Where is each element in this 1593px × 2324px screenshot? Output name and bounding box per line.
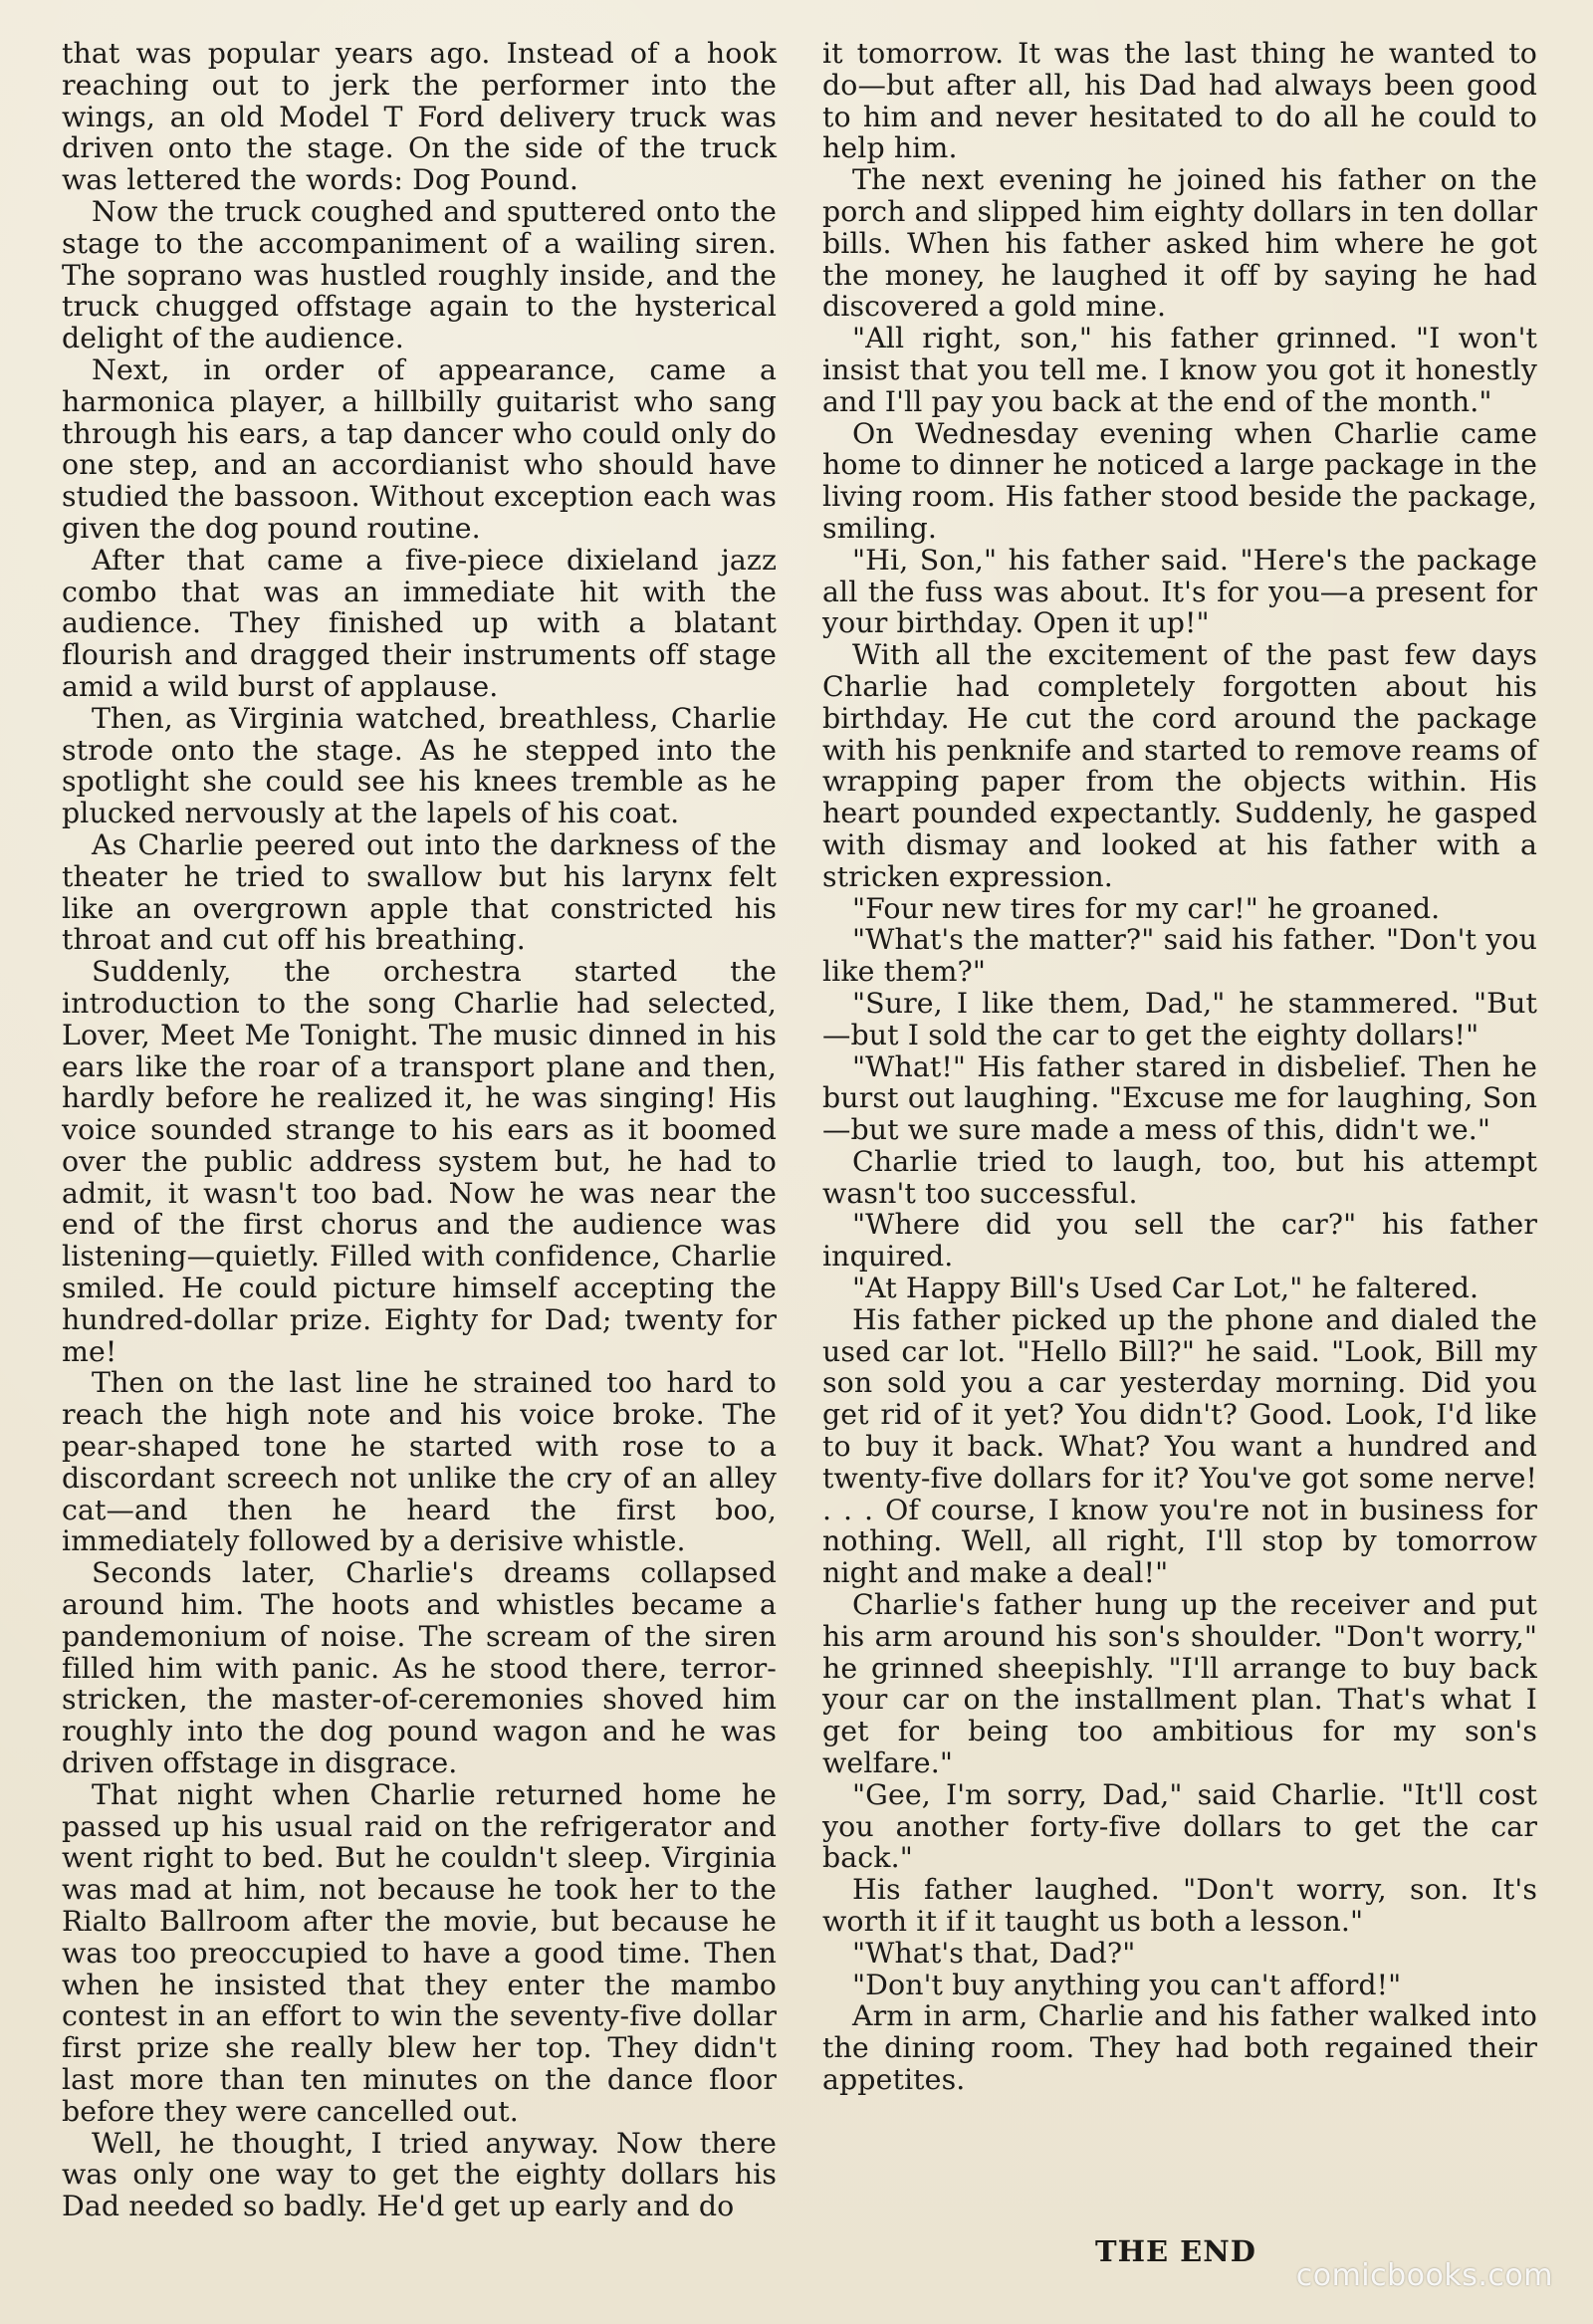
paragraph: "Don't buy anything you can't afford!" bbox=[852, 1968, 1402, 2001]
paragraph: The next evening he joined his father on the porch and slipped him eighty dollars in ten dollar bills. When his father asked him where he got the money, he laughed it off by saying he had discovered a gold mine. bbox=[822, 163, 1538, 324]
paragraph: "Four new tires for my car!" he groaned. bbox=[852, 891, 1441, 925]
paragraph: Next, in order of appearance, came a harmonica player, a hillbilly guitarist who sang through his ears, a tap dancer who could only do one step, and an accordianist who should have studied the bassoon. Without exception each was given the dog pound routine. bbox=[62, 352, 777, 545]
paragraph: With all the excitement of the past few days Charlie had completely forgotten about his birthday. He cut the cord around the package with his penknife and started to remove reams of wrapping paper from the objects within. His heart pounded expectantly. Suddenly, he gasped with dismay and looked at his father with a stricken expression. bbox=[822, 638, 1537, 893]
watermark-text: comicbooks.com bbox=[1295, 2258, 1553, 2293]
paragraph: "At Happy Bill's Used Car Lot," he faltered. bbox=[852, 1272, 1479, 1305]
paragraph: Then, as Virginia watched, breathless, Charlie strode onto the stage. As he stepped into the spotlight she could see his knees tremble as he plucked nervously at the lapels of his coat. bbox=[62, 701, 777, 830]
paragraph: "What's the matter?" said his father. "Don't you like them?" bbox=[822, 923, 1537, 989]
paragraph: Then on the last line he strained too hard to reach the high note and his voice broke. The pear-shaped tone he started with rose to a discordant screech not unlike the cry of an alley cat—and then he heard the first boo, immediately followed by a derisive whistle. bbox=[62, 1366, 777, 1558]
paragraph: Charlie's father hung up the receiver and put his arm around his son's shoulder. "Don't worry," he grinned sheepishly. "I'll arrange to buy back your car on the installment plan. That's what I get for being too ambitious for my son's welfare." bbox=[822, 1588, 1537, 1780]
paragraph: Charlie tried to laugh, too, but his attempt wasn't too successful. bbox=[822, 1144, 1537, 1210]
paragraph: "Hi, Son," his father said. "Here's the package all the fuss was about. It's for you—a present for your birthday. Open it up!" bbox=[822, 543, 1537, 640]
paragraph: Now the truck coughed and sputtered onto the stage to the accompaniment of a wailing siren. The soprano was hustled roughly inside, and the truck chugged offstage again to the hysterical delight of the audience. bbox=[62, 194, 777, 355]
paragraph: that was popular years ago. Instead of a hook reaching out to jerk the performer into the wings, an old Model T Ford delivery truck was driven onto the stage. On the side of the truck was lettered the words: Dog Pound. bbox=[62, 37, 777, 197]
paragraph: it tomorrow. It was the last thing he wanted to do—but after all, his Dad had always been good to him and never hesitated to do all he could to help him. bbox=[822, 37, 1537, 165]
paragraph: Arm in arm, Charlie and his father walked into the dining room. They had both regained their appetites. bbox=[822, 1999, 1537, 2096]
right-text-column bbox=[822, 38, 1537, 2096]
paragraph: On Wednesday evening when Charlie came home to dinner he noticed a large package in the living room. His father stood beside the package, smiling. bbox=[822, 416, 1537, 545]
paragraph: "Sure, I like them, Dad," he stammered. "But —but I sold the car to get the eighty dollars!" bbox=[822, 986, 1537, 1051]
the-end-label: THE END bbox=[1095, 2234, 1256, 2268]
paragraph: As Charlie peered out into the darkness of the theater he tried to swallow but his larynx felt like an overgrown apple that constricted his throat and cut off his breathing. bbox=[62, 827, 777, 957]
paragraph: That night when Charlie returned home he passed up his usual raid on the refrigerator and went right to bed. But he couldn't sleep. Virginia was mad at him, not because he took her to the Rialto Ballroom after the movie, but because he was too preoccupied to have a good time. Then when he insisted that they enter the mambo contest in an effort to win the seventy-five dollar first prize she really blew her top. They didn't last more than ten minutes on the dance floor before they were cancelled out. bbox=[62, 1777, 777, 2128]
paragraph: "Gee, I'm sorry, Dad," said Charlie. "It'll cost you another forty-five dollars to get the car back." bbox=[822, 1777, 1537, 1875]
paragraph: His father picked up the phone and dialed the used car lot. "Hello Bill?" he said. "Look, Bill my son sold you a car yesterday morning. Did you get rid of it yet? You didn't? Good. Look, I'd like to buy it back. What? You want a hundred and twenty-five dollars for it? You've got some nerve! . . . Of course, I know you're not in business for nothing. Well, all right, I'll stop by tomorrow night and make a deal!" bbox=[822, 1302, 1537, 1590]
paragraph: Seconds later, Charlie's dreams collapsed around him. The hoots and whistles became a pandemonium of noise. The scream of the siren filled him with panic. As he stood there, terror-stricken, the master-of-ceremonies shoved him roughly into the dog pound wagon and he was driven offstage in disgrace. bbox=[62, 1556, 777, 1780]
left-text-column bbox=[62, 38, 777, 2222]
paragraph: "What's that, Dad?" bbox=[852, 1936, 1136, 1970]
paragraph: Suddenly, the orchestra started the introduction to the song Charlie had selected, Lover, Meet Me Tonight. The music dinned in his ears like the roar of a transport plane and then, hardly before he realized it, he was singing! His voice sounded strange to his ears as it boomed over the public address system but, he had to admit, it wasn't too bad. Now he was near the end of the first chorus and the audience was listening—quietly. Filled with confidence, Charlie smiled. He could picture himself accepting the hundred-dollar prize. Eighty for Dad; twenty for me! bbox=[62, 955, 777, 1368]
paragraph: "What!" His father stared in disbelief. Then he burst out laughing. "Excuse me for laughing, Son—but we sure made a mess of this, didn't we." bbox=[822, 1049, 1537, 1147]
paragraph: "Where did you sell the car?" his father inquired. bbox=[822, 1208, 1537, 1274]
paragraph: Well, he thought, I tried anyway. Now there was only one way to get the eighty dollars his Dad needed so badly. He'd get up early and do bbox=[62, 2126, 777, 2223]
paragraph: After that came a five-piece dixieland jazz combo that was an immediate hit with the audience. They finished up with a blatant flourish and dragged their instruments off stage amid a wild burst of applause. bbox=[62, 543, 777, 703]
paragraph: "All right, son," his father grinned. "I won't insist that you tell me. I know you got it honestly and I'll pay you back at the end of the month." bbox=[822, 322, 1537, 418]
paragraph: His father laughed. "Don't worry, son. It's worth it if it taught us both a lesson." bbox=[822, 1873, 1537, 1939]
